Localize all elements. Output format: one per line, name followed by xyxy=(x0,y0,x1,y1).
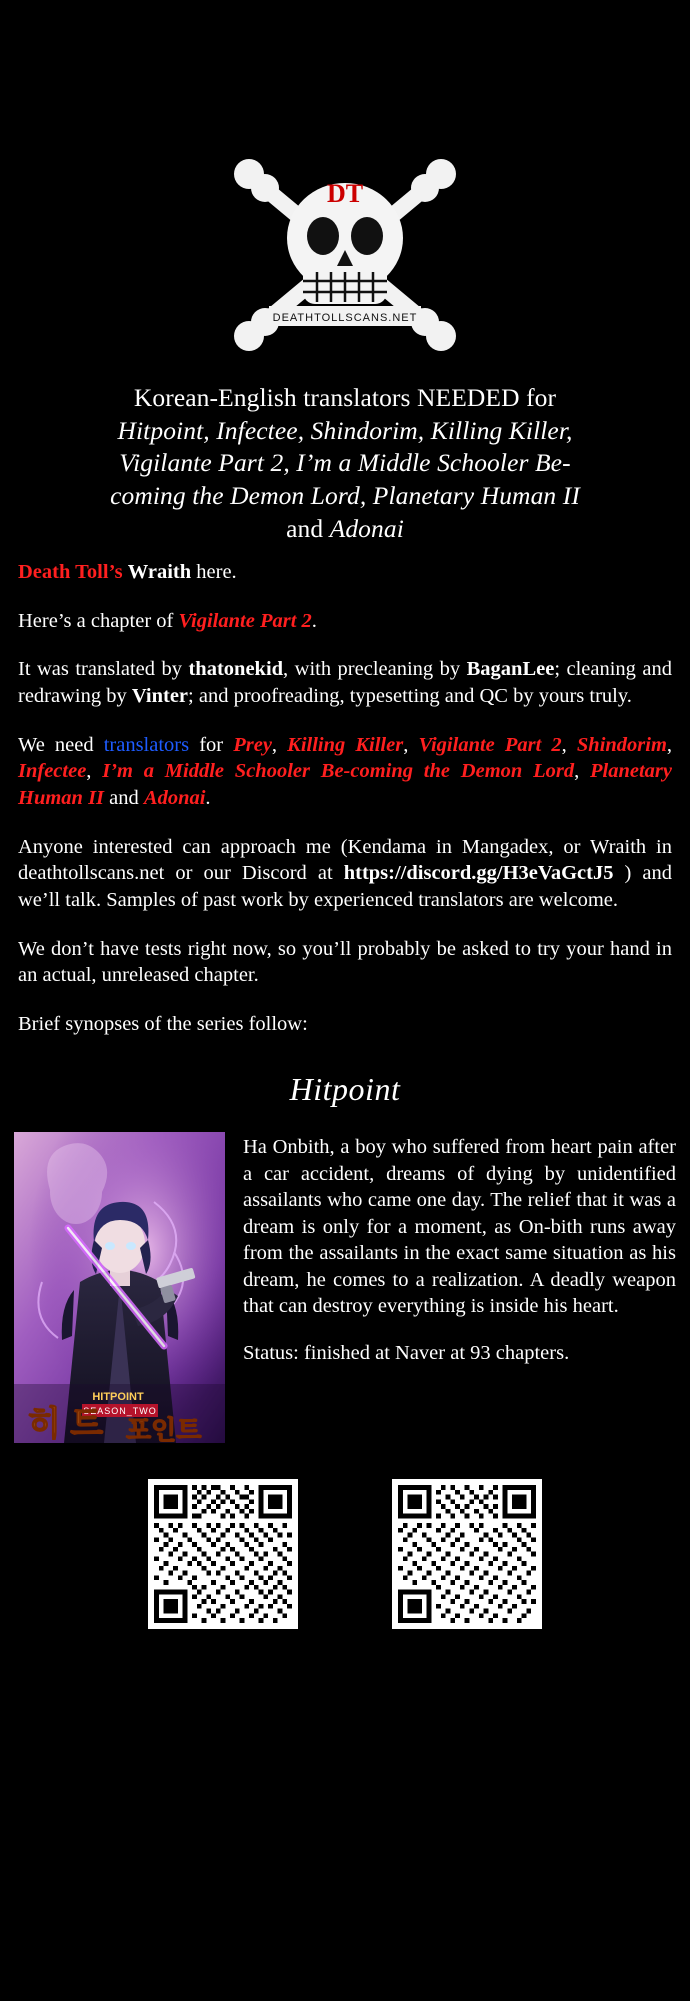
needs-and: and xyxy=(104,786,144,809)
needs-series-7: Adonai xyxy=(143,786,206,809)
contact-t1: Anyone interested can approach me (Kendama in Mangadex, or Wraith in deathtollscans.net or our Discord at xyxy=(18,835,672,885)
credit-translator: thatonekid xyxy=(188,658,284,681)
svg-text:히 트: 히 트 xyxy=(28,1405,104,1444)
headline xyxy=(40,382,650,545)
headline-titles-line-4 xyxy=(40,513,650,546)
needs-series-6: Planetary Human II xyxy=(18,760,673,809)
chapter-paragraph xyxy=(18,608,672,635)
headline-titles-line-3: coming the Demon Lord, Planetary Human II xyxy=(110,480,580,510)
credits-t4: ; and proofreading, typesetting and QC by yours truly. xyxy=(188,685,632,708)
synopsis-text: Ha Onbith, a boy who suffered from heart pain after a car accident, dreams of dying by unidentified assailants who came one day. The relief that it was a dream is only for a moment, as On-bith runs away from the assailants in the exact same situation as his dream, he comes to a realization. A deadly weapon that can destroy everything is inside his heart. xyxy=(243,1136,676,1318)
synopsis-status: Status: finished at Naver at 93 chapters. xyxy=(243,1341,570,1364)
svg-text:포인트: 포인트 xyxy=(126,1415,202,1444)
needs-series-4: Infectee xyxy=(18,760,87,783)
discord-link[interactable]: https://discord.gg/H3eVaGctJ5 xyxy=(343,862,614,885)
intro-tail: here. xyxy=(191,561,237,584)
intro-paragraph xyxy=(18,559,672,586)
series-synopsis xyxy=(243,1132,676,1366)
author-name: Wraith xyxy=(127,561,192,584)
chapter-suffix: . xyxy=(311,609,317,632)
cover-badge-top: HITPOINT xyxy=(92,1391,144,1404)
headline-line-1: Korean-English translators NEEDED for xyxy=(133,383,557,412)
needs-paragraph: We need translators for Prey, Killing Killer, Vigilante Part 2, Shindorim, Infectee, I’m a Middle Schooler Be-coming the Demon Lord, Planetary Human II and Adonai. xyxy=(18,733,673,809)
headline-titles-line-1: Hitpoint, Infectee, Shindorim, Killing Killer, xyxy=(117,415,573,445)
contact-t2: ) and we’ll talk. Samples of past work by experienced translators are welcome. xyxy=(18,862,672,911)
qr-code-left[interactable] xyxy=(148,1479,298,1629)
death-toll-scans-logo xyxy=(215,150,475,360)
series-title-hitpoint: Hitpoint xyxy=(289,1071,401,1108)
headline-titles-line-2: Vigilante Part 2, I’m a Middle Schooler Be- xyxy=(119,448,571,478)
body-text xyxy=(18,545,672,1037)
needs-series-2: Vigilante Part 2 xyxy=(418,733,562,756)
needs-series-1: Killing Killer xyxy=(287,733,404,756)
qr-code-row xyxy=(0,1479,690,1629)
series-row xyxy=(14,1132,676,1443)
headline-title-adonai: Adonai xyxy=(329,513,404,543)
needs-series-5: I’m a Middle Schooler Be-coming the Demon Lord xyxy=(102,760,575,783)
logo-banner-text: DEATHTOLLSCANS.NET xyxy=(272,312,418,324)
group-name: Death Toll’s xyxy=(18,561,123,584)
qr-code-right[interactable] xyxy=(392,1479,542,1629)
credit-cleaner: Vinter xyxy=(131,685,189,708)
credit-precleaner: BaganLee xyxy=(466,658,555,681)
needs-mid: for xyxy=(189,733,234,756)
chapter-series-name: Vigilante Part 2 xyxy=(178,609,312,632)
needs-prefix: We need xyxy=(18,733,104,756)
credits-paragraph xyxy=(18,656,672,709)
synopses-intro-paragraph: Brief synopses of the series follow: xyxy=(18,1012,308,1035)
headline-and: and xyxy=(286,513,330,543)
needs-suffix: . xyxy=(205,786,211,809)
needs-series-3: Shindorim xyxy=(576,733,667,756)
logo-skull-text: DT xyxy=(326,179,364,208)
contact-paragraph xyxy=(18,834,672,914)
needs-role: translators xyxy=(103,733,190,756)
needs-series-0: Prey xyxy=(233,733,272,756)
cover-badge-sub: SEASON_TWO xyxy=(83,1406,157,1417)
credits-t1: It was translated by xyxy=(18,658,189,681)
credits-t2: , with precleaning by xyxy=(283,658,467,681)
credits-t3: ; cleaning and redrawing by xyxy=(18,658,673,708)
tests-paragraph: We don’t have tests right now, so you’ll probably be asked to try your hand in an actual, unreleased chapter. xyxy=(18,937,672,987)
series-cover-image xyxy=(14,1132,225,1443)
chapter-prefix: Here’s a chapter of xyxy=(18,609,179,632)
logo-container xyxy=(0,0,690,360)
